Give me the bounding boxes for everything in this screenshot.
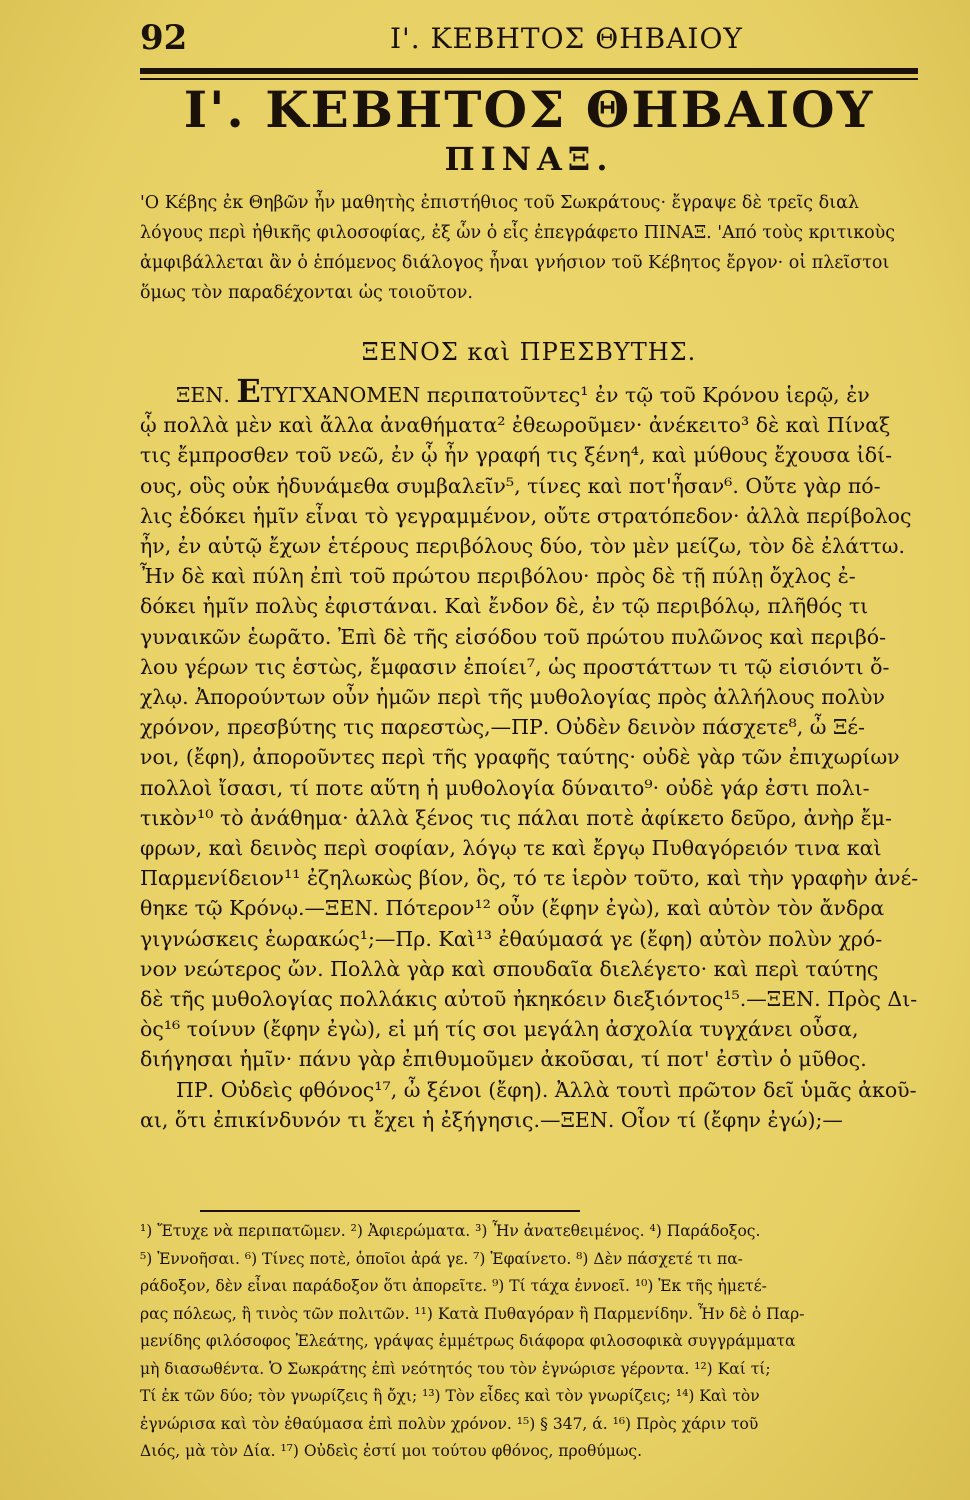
dialogue-line: πολλοὶ ἴσασι, τί ποτε αὕτη ἡ μυθολογία δύναιτο⁹· οὐδὲ γάρ ἐστι πολι- (140, 775, 870, 800)
running-header (140, 18, 930, 58)
dialogue-line: γυναικῶν ἑωρᾶτο. Ἐπὶ δὲ τῆς εἰσόδου τοῦ πρώτου πυλῶνος καὶ περιβό- (140, 624, 887, 649)
dialogue-line: θηκε τῷ Κρόνῳ.—ΞΕΝ. Πότερον¹² οὖν (ἔφην ἐγὼ), καὶ αὐτὸν τὸν ἄνδρα (140, 896, 885, 921)
footnote-line: ἐγνώρισα καὶ τὸν ἐθαύμασα ἐπὶ πολὺν χρόνον. ¹⁵) § 347, ά. ¹⁶) Πρὸς χάριν τοῦ (140, 1414, 759, 1433)
footnote-line: ¹) Ἔτυχε νὰ περιπατῶμεν. ²) Ἀφιερώματα. ³) Ἦν ἀνατεθειμένος. ⁴) Παράδοξος. (140, 1222, 761, 1240)
dialogue-line: νον νεώτερος ὤν. Πολλὰ γὰρ καὶ σπουδαῖα διελέγετο· καὶ περὶ ταύτης (140, 956, 879, 981)
dialogue-line: ᾧ πολλὰ μὲν καὶ ἄλλα ἀναθήματα² ἐθεωροῦμεν· ἀνέκειτο³ δὲ καὶ Πίναξ (140, 413, 891, 438)
dialogue-line: νοι, (ἔφη), ἀποροῦντες περὶ τῆς γραφῆς ταύτης· οὐδὲ γὰρ τῶν ἐπιχωρίων (140, 745, 900, 770)
dialogue-line: λις ἐδόκει ἡμῖν εἶναι τὸ γεγραμμένον, οὔτε στρατόπεδον· ἀλλὰ περίβολος (140, 503, 912, 528)
dialogue-line: τικὸν¹⁰ τὸ ἀνάθημα· ἀλλὰ ξένος τις πάλαι ποτὲ ἀφίκετο δεῦρο, ἀνὴρ ἔμ- (140, 805, 892, 830)
dialogue-first-line (140, 376, 930, 410)
intro-line: ἀμφιβάλλεται ἂν ὁ ἑπόμενος διάλογος ἦναι γνήσιον τοῦ Κέβητος ἔργον· οἱ πλεῖστοι (140, 253, 890, 273)
dialogue-line: ους, οὓς οὐκ ἠδυνάμεθα συμβαλεῖν⁵, τίνες καὶ ποτ'ἦσαν⁶. Οὔτε γὰρ πό- (140, 473, 881, 498)
running-title: Ι'. ΚΕΒΗΤΟΣ ΘΗΒΑΙΟΥ (390, 22, 743, 55)
dialogue-line: δὲ τῆς μυθολογίας πολλάκις αὐτοῦ ἠκηκόειν διεξιόντος¹⁵.—ΞΕΝ. Πρὸς Δι- (140, 987, 918, 1012)
footnote-line: ⁵) Ἐννοῆσαι. ⁶) Τίνες ποτὲ, ὁποῖοι ἀρά γε. ⁷) Ἐφαίνετο. ⁸) Δὲν πάσχετέ τι πα- (140, 1249, 743, 1268)
dialogue-line: δόκει ἡμῖν πολὺς ἐφιστάναι. Καὶ ἔνδον δὲ, ἐν τῷ περιβόλῳ, πλῆθός τι (140, 594, 869, 619)
dialogue-line: Ἦν δὲ καὶ πύλη ἐπὶ τοῦ πρώτου περιβόλου· πρὸς δὲ τῇ πύλῃ ὄχλος ἐ- (140, 564, 856, 589)
introduction-paragraph (140, 188, 930, 308)
dialogue-line: γιγνώσκεις ἑωρακώς¹;—Πρ. Καὶ¹³ ἐθαύμασά γε (ἔφη) αὐτὸν πολὺν χρό- (140, 926, 883, 951)
dialogue-line: φρων, καὶ δεινὸς περὶ σοφίαν, λόγῳ τε καὶ ἔργῳ Πυθαγόρειόν τινα καὶ (140, 836, 882, 861)
dialogue-line: ὸς¹⁶ τοίνυν (ἔφην ἐγὼ), εἰ μή τίς σοι μεγάλη ἀσχολία τυγχάνει οὖσα, (140, 1017, 859, 1042)
dialogue-line: χλῳ. Ἀπορούντων οὖν ἡμῶν περὶ τῆς μυθολογίας πρὸς ἀλλήλους πολὺν (140, 685, 885, 710)
first-line-text: ΤΥΓΧΑΝΟΜΕΝ περιπατοῦντες¹ ἐν τῷ τοῦ Κρόνου ἱερῷ, ἐν (260, 383, 870, 407)
dialogue-last-line: αι, ὅτι ἐπικίνδυνόν τι ἔχει ἡ ἐξήγησις.—ΞΕΝ. Οἷον τί (ἔφην ἐγώ);— (140, 1107, 843, 1132)
dialogue-text (140, 376, 930, 1135)
chapter-subtitle: ΠΙΝΑΞ. (444, 140, 614, 178)
dialogue-line: τις ἔμπροσθεν τοῦ νεῶ, ἐν ᾧ ἦν γραφή τις ξένη⁴, καὶ μύθους ἔχουσα ἰδί- (140, 443, 893, 468)
section-heading: ΞΕΝΟΣ καὶ ΠΡΕΣΒΥΤΗΣ. (361, 338, 697, 366)
intro-line: λόγους περὶ ἠθικῆς φιλοσοφίας, ἐξ ὧν ὁ εἷς ἐπεγράφετο ΠΙΝΑΞ. 'Από τοὺς κριτικοὺς (140, 223, 896, 243)
intro-line: ὅμως τὸν παραδέχονται ὡς τοιοῦτον. (140, 283, 473, 303)
footnote-line: μὴ διασωθέντα. Ὁ Σωκράτης ἐπὶ νεότητός του τὸν ἐγνώρισε γέροντα. ¹²) Καί τί; (140, 1359, 771, 1378)
footnotes (140, 1218, 930, 1466)
dialogue-line: διήγησαι ἡμῖν· πάνυ γὰρ ἐπιθυμοῦμεν ἀκοῦσαι, τί ποτ' ἐστὶν ὁ μῦθος. (140, 1047, 867, 1072)
dialogue-line: λου γέρων τις ἑστὼς, ἔμφασιν ἐποίει⁷, ὡς προστάττων τι τῷ εἰσιόντι ὄ- (140, 654, 890, 679)
page-number: 92 (140, 18, 188, 58)
footnote-line: Τί ἐκ τῶν δύο; τὸν γνωρίζεις ἢ ὄχι; ¹³) Τὸν εἶδες καὶ τὸν γνωρίζεις; ¹⁴) Καὶ τὸν (140, 1387, 760, 1405)
dialogue-line: χρόνον, πρεσβύτης τις παρεστὼς,—ΠΡ. Οὐδὲν δεινὸν πάσχετε⁸, ὦ Ξέ- (140, 715, 865, 740)
dialogue-line-indented: ΠΡ. Οὐδεὶς φθόνος¹⁷, ὦ ξένοι (ἔφη). Ἀλλὰ τουτὶ πρῶτον δεῖ ὑμᾶς ἀκοῦ- (176, 1077, 917, 1102)
dialogue-line: ἦν, ἐν αὑτῷ ἔχων ἑτέρους περιβόλους δύο, τὸν μὲν μείζω, τὸν δὲ ἐλάττω. (140, 534, 905, 559)
footnote-line: ράδοξον, δὲν εἶναι παράδοξον ὅτι ἀπορεῖτε. ⁹) Τί τάχα ἐννοεῖ. ¹⁰) Ἐκ τῆς ἡμετέ- (140, 1277, 767, 1295)
footnote-rule (200, 1210, 580, 1212)
dialogue-line: Παρμενίδειον¹¹ ἐζηλωκὼς βίον, ὃς, τό τε ἱερὸν τοῦτο, καὶ τὴν γραφὴν ἀνέ- (140, 866, 919, 891)
intro-line: 'Ο Κέβης ἐκ Θηβῶν ἦν μαθητὴς ἐπιστήθιος τοῦ Σωκράτους· ἔγραψε δὲ τρεῖς διαλ (140, 193, 859, 213)
footnote-line: Διός, μὰ τὸν Δία. ¹⁷) Οὐδεὶς ἐστί μοι τούτου φθόνος, προθύμως. (140, 1442, 643, 1460)
header-rule-thick (140, 68, 918, 74)
speaker-label: ΞΕΝ. (176, 383, 230, 407)
footnote-line: μενίδης φιλόσοφος Ἐλεάτης, γράψας ἐμμέτρως διάφορα φιλοσοφικὰ συγγράμματα (140, 1332, 796, 1350)
drop-capital: Ε (236, 376, 261, 410)
footnote-line: ρας πόλεως, ἢ τινὸς τῶν πολιτῶν. ¹¹) Κατὰ Πυθαγόραν ἢ Παρμενίδην. Ἦν δὲ ὁ Παρ- (140, 1304, 805, 1323)
chapter-title: Ι'. ΚΕΒΗΤΟΣ ΘΗΒΑΙΟΥ (183, 80, 875, 139)
